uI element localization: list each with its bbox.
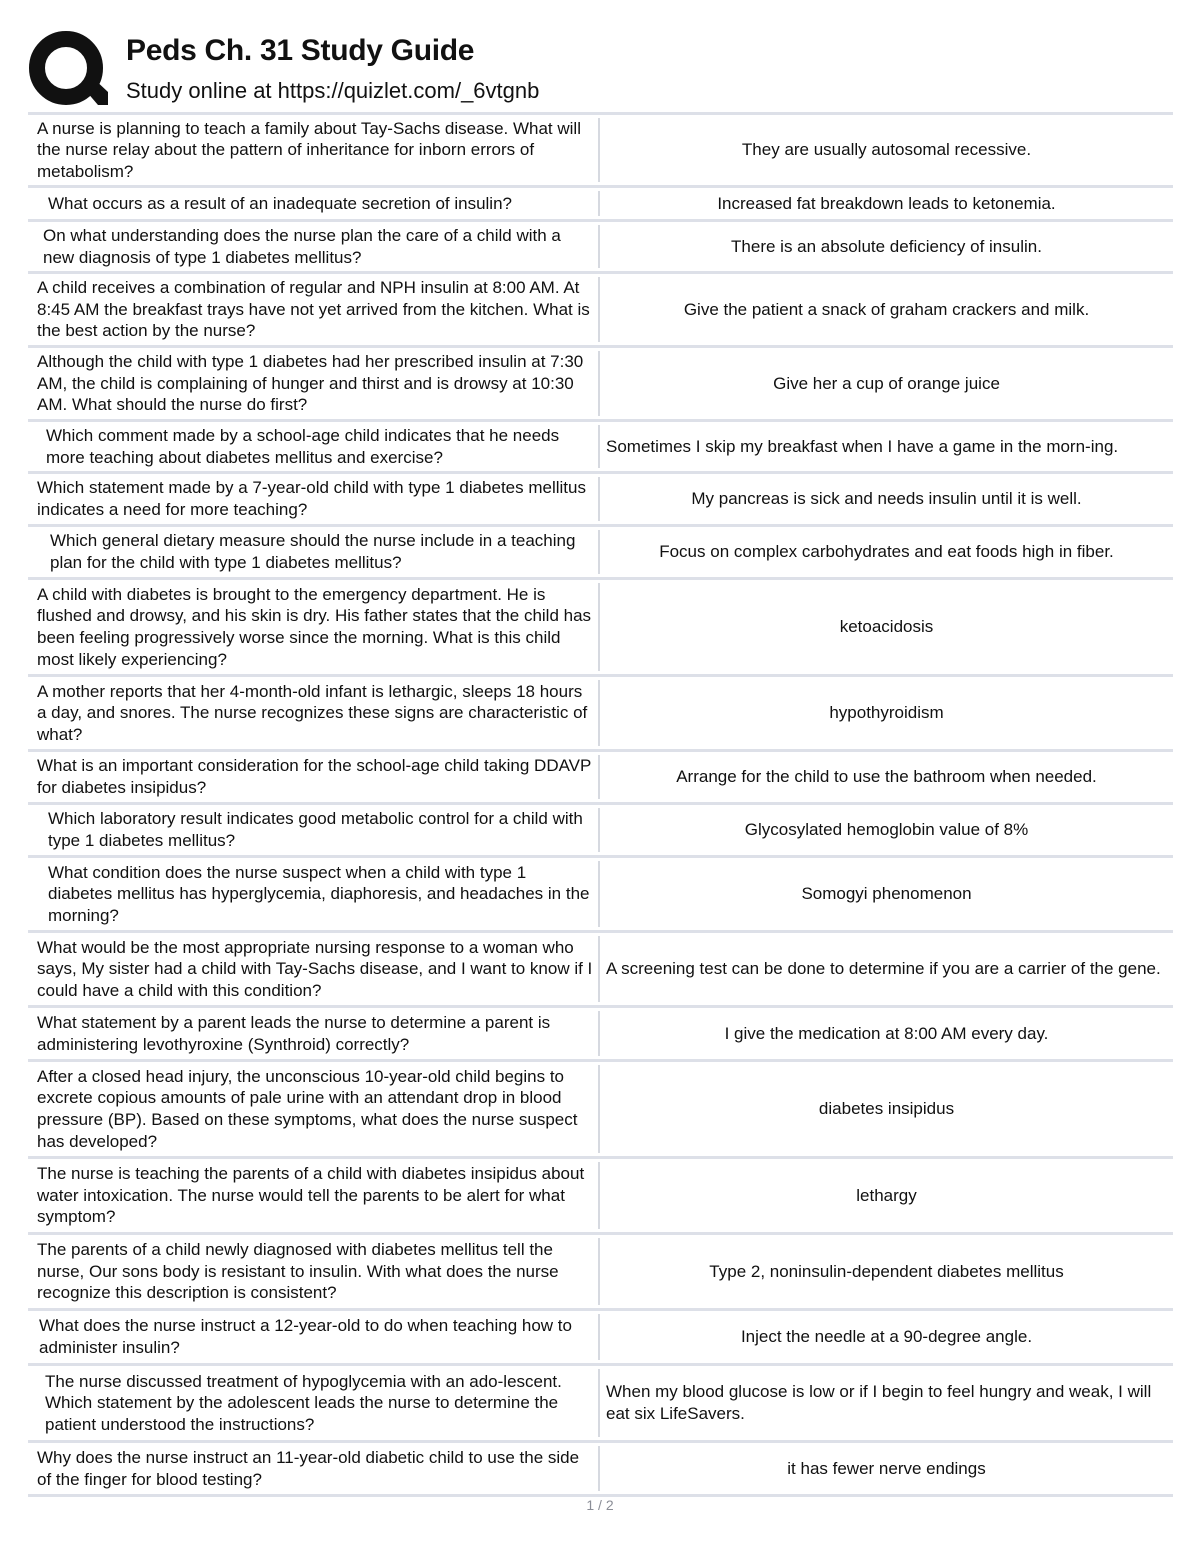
term-cell: Why does the nurse instruct an 11-year-old diabetic child to use the side of the finger for blood testing? xyxy=(37,1447,580,1489)
table-row xyxy=(28,677,1173,752)
definition-cell: I give the medication at 8:00 AM every day. xyxy=(724,1023,1049,1043)
definition-cell: hypothyroidism xyxy=(829,703,944,723)
term-cell: Although the child with type 1 diabetes had her prescribed insulin at 7:30 AM, the child is complaining of hunger and thirst and is drowsy at 10:30 AM. What should the nurse do first? xyxy=(37,352,584,415)
definition-cell: There is an absolute deficiency of insulin. xyxy=(731,236,1042,256)
term-cell: What does the nurse instruct a 12-year-old to do when teaching how to administer insulin? xyxy=(39,1316,572,1357)
table-row xyxy=(28,1062,1173,1159)
definition-cell: Type 2, noninsulin-dependent diabetes mellitus xyxy=(709,1261,1064,1281)
term-cell: A child receives a combination of regular and NPH insulin at 8:00 AM. At 8:45 AM the breakfast trays have not yet arrived from the kitchen. What is the best action by the nurse? xyxy=(37,278,590,341)
table-row xyxy=(28,752,1173,805)
term-cell: What occurs as a result of an inadequate secretion of insulin? xyxy=(48,193,512,213)
definition-cell: Glycosylated hemoglobin value of 8% xyxy=(744,820,1029,840)
table-row xyxy=(28,274,1173,348)
term-cell: A nurse is planning to teach a family about Tay-Sachs disease. What will the nurse relay about the pattern of inheritance for inborn errors of metabolism? xyxy=(37,118,581,181)
definition-cell: Give the patient a snack of graham crackers and milk. xyxy=(683,299,1090,319)
definition-cell: Somogyi phenomenon xyxy=(801,884,972,904)
term-cell: What is an important consideration for the school-age child taking DDAVP for diabetes insipidus? xyxy=(37,756,592,797)
table-row xyxy=(28,1008,1173,1062)
table-row xyxy=(28,1159,1173,1235)
study-online-url: Study online at https://quizlet.com/_6vtgnb xyxy=(126,78,540,103)
term-cell: Which general dietary measure should the nurse include in a teaching plan for the child with type 1 diabetes mellitus? xyxy=(50,531,576,572)
table-row xyxy=(28,805,1173,858)
table-row xyxy=(28,222,1173,274)
term-cell: Which laboratory result indicates good metabolic control for a child with type 1 diabetes mellitus? xyxy=(48,809,583,850)
definition-cell: Increased fat breakdown leads to ketonemia. xyxy=(717,193,1056,213)
document-header xyxy=(28,28,1173,112)
term-cell: What condition does the nurse suspect when a child with type 1 diabetes mellitus has hyperglycemia, diaphoresis, and headaches in the morning? xyxy=(48,862,590,925)
definition-cell: Sometimes I skip my breakfast when I have a game in the morn-ing. xyxy=(606,436,1119,456)
page-number: 1 / 2 xyxy=(586,1497,614,1513)
term-cell: What statement by a parent leads the nurse to determine a parent is administering levothyroxine (Synthroid) correctly? xyxy=(37,1012,551,1054)
definition-cell: Arrange for the child to use the bathroom when needed. xyxy=(676,767,1097,787)
definition-cell: lethargy xyxy=(856,1185,917,1205)
page-title: Peds Ch. 31 Study Guide xyxy=(126,34,475,67)
term-cell: After a closed head injury, the unconscious 10-year-old child begins to excrete copious amounts of pale urine with an attendant drop in blood pressure (BP). Based on these symptoms, what does the nurse suspect has developed? xyxy=(37,1066,578,1151)
term-cell: The parents of a child newly diagnosed with diabetes mellitus tell the nurse, Our sons body is resistant to insulin. With what does the nurse recognize this description is consistent? xyxy=(37,1240,559,1303)
definition-cell: Focus on complex carbohydrates and eat foods high in fiber. xyxy=(659,542,1114,562)
definition-cell: A screening test can be done to determine if you are a carrier of the gene. xyxy=(606,959,1161,979)
table-row xyxy=(28,933,1173,1008)
table-row xyxy=(28,1443,1173,1497)
definition-cell: They are usually autosomal recessive. xyxy=(741,140,1032,160)
table-row xyxy=(28,858,1173,933)
table-row xyxy=(28,1311,1173,1366)
table-row xyxy=(28,474,1173,527)
term-cell: What would be the most appropriate nursing response to a woman who says, My sister had a child with Tay-Sachs disease, and I want to know if I could have a child with this condition? xyxy=(37,937,593,1000)
term-cell: Which statement made by a 7-year-old child with type 1 diabetes mellitus indicates a need for more teaching? xyxy=(37,478,586,519)
table-row xyxy=(28,188,1173,222)
table-row xyxy=(28,1235,1173,1311)
table-row xyxy=(28,422,1173,474)
quizlet-logo-icon xyxy=(28,30,108,110)
term-cell: The nurse is teaching the parents of a child with diabetes insipidus about water intoxication. The nurse would tell the parents to be alert for what symptom? xyxy=(37,1164,585,1227)
table-row xyxy=(28,115,1173,188)
table-row xyxy=(28,580,1173,677)
term-cell: The nurse discussed treatment of hypoglycemia with an ado-lescent. Which statement by the adolescent leads the nurse to determine the patient understood the instructions? xyxy=(45,1371,562,1434)
definition-cell: Give her a cup of orange juice xyxy=(773,373,1000,393)
definition-cell: My pancreas is sick and needs insulin until it is well. xyxy=(691,489,1082,509)
term-cell: A mother reports that her 4-month-old infant is lethargic, sleeps 18 hours a day, and snores. The nurse recognizes these signs are characteristic of what? xyxy=(37,681,588,744)
definition-cell: Inject the needle at a 90-degree angle. xyxy=(740,1327,1033,1347)
definition-cell: diabetes insipidus xyxy=(818,1099,955,1119)
table-row xyxy=(28,348,1173,422)
term-cell: Which comment made by a school-age child indicates that he needs more teaching about diabetes mellitus and exercise? xyxy=(46,425,560,467)
definition-cell: ketoacidosis xyxy=(839,617,934,637)
table-row xyxy=(28,527,1173,580)
table-row xyxy=(28,1366,1173,1443)
definition-cell: When my blood glucose is low or if I begin to feel hungry and weak, I will eat six LifeSavers. xyxy=(606,1382,1152,1423)
flashcard-table xyxy=(28,115,1173,1497)
definition-cell: it has fewer nerve endings xyxy=(787,1458,986,1478)
term-cell: On what understanding does the nurse plan the care of a child with a new diagnosis of type 1 diabetes mellitus? xyxy=(43,225,561,267)
term-cell: A child with diabetes is brought to the emergency department. He is flushed and drowsy, and his skin is dry. His father states that the child has been feeling progressively worse since the morning. What is this child most likely experiencing? xyxy=(37,584,592,669)
